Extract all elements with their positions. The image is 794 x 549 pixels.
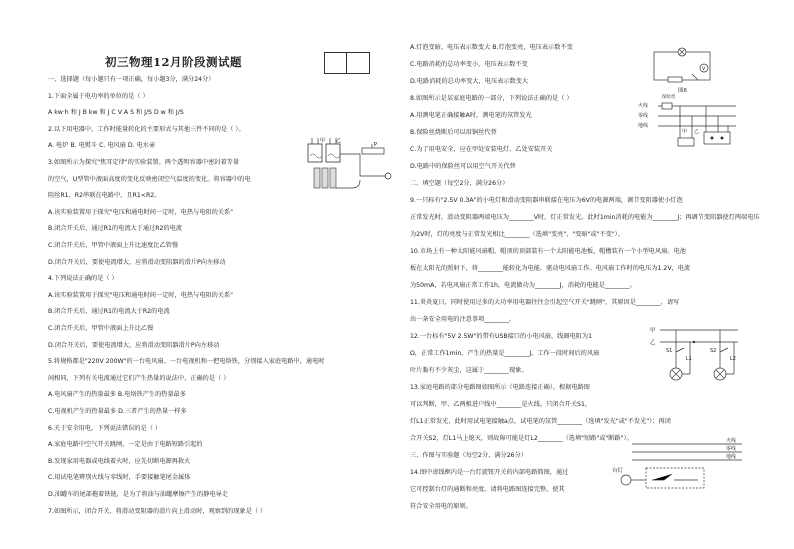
- zero-wire-label: 零线: [638, 113, 649, 119]
- right-line: 14.图中虚线框内是一台灯旋钮开关的内部电路简图，通过: [410, 469, 569, 476]
- left-line: A.家庭电路中空气开关跳闸，一定是由于电路短路引起的: [48, 441, 203, 449]
- left-line: D.闭合开关后，要使电流增大，应将滑动变阻器滑片P向左移动: [48, 341, 220, 349]
- right-line: D.电路中的保险丝可以用空气开关代替: [410, 163, 516, 170]
- left-line: B.发现家用电器或电线着火时，应先切断电源再救火: [48, 457, 191, 465]
- page-title: 初三物理12月阶段测试题: [105, 55, 243, 69]
- left-line: C.闭合开关后，甲管中液面上升比速度比乙管慢: [48, 242, 179, 249]
- right-line: 13.家庭电路的部分电路图如图所示（电路连接正确）。根据电路图: [410, 384, 590, 391]
- wire-jia-label: 甲: [650, 328, 656, 334]
- left-line: C.闭合开关后，甲管中液面上升比乙慢: [48, 325, 154, 332]
- right-line: 出一条安全用电的注意事项________。: [410, 316, 516, 323]
- joule-apparatus-figure: [300, 136, 400, 198]
- lamp-wiring-figure: [612, 436, 752, 496]
- fire-wire-label: 火线: [638, 103, 649, 109]
- score-box: [324, 52, 370, 74]
- left-line: 7.如图所示，闭合开关，将滑动变阻器的滑片向上滑动时，观察到的现象是（ ）: [48, 507, 267, 515]
- left-line: 间相同，下列有关电流通过它们产生热量的说法中，正确的是（ ）: [48, 374, 230, 382]
- right-line: D.电路消耗的总功率变大，电压表示数变大: [410, 78, 529, 85]
- right-line: 它可控制台灯的通断和亮度。请将电路图连接完整，使其: [410, 486, 565, 493]
- left-line: A.电风扇产生的热量最多 B.电烙铁产生的热量最多: [48, 391, 187, 399]
- right-line: 12.一台标有"5V 2.5W"的带有USB接口的小电风扇，线圈电阻为1: [410, 333, 593, 340]
- right-line: 灯L1正常发光，此时用试电笔接触a点，试电笔的氖管________（选填"发光"或"不发光"）；再闭: [410, 418, 671, 425]
- svg-text:乙: 乙: [336, 138, 342, 144]
- left-line: 4.下列说法正确的是（ ）: [48, 275, 118, 283]
- left-line: C.电视机产生的热量最多 D.三者产生的热量一样多: [48, 408, 187, 415]
- lamp-l2-label: L2: [730, 356, 736, 362]
- circuit-figure-13: [650, 322, 742, 386]
- svg-text:P: P: [374, 142, 378, 148]
- left-line: 的空气，U型管中液面高度的变化反映密闭空气温度的变化。将容器中的电: [48, 175, 251, 183]
- left-line: 阻丝R1、R2串联在电路中，且R1<R2。: [48, 192, 161, 200]
- right-line: 为50mA，若电风扇正常工作1h，电流做功为________J，消耗的电能是________。: [410, 282, 636, 289]
- desk-lamp-label: 台灯: [612, 468, 624, 474]
- household-circuit-figure: [638, 95, 740, 150]
- right-line: A.灯泡变暗，电压表示数变大 B.灯泡变亮，电压表示数不变: [410, 44, 573, 51]
- left-line: C.用试电笔辨别火线与零线时，手要接触笔尾金属体: [48, 474, 191, 482]
- right-line: C.为了用电安全，应在甲处安装电灯，乙处安装开关: [410, 146, 553, 153]
- left-line: B.闭合开关后，通过R1的电流大于R2的电流: [48, 308, 170, 316]
- right-line: 9.一只标有"2.5V 0.3A"的小电灯和滑动变阻器串联接在电压为6V的电源两端，调节变阻器使小灯泡: [410, 197, 683, 204]
- svg-text:V: V: [702, 67, 706, 72]
- right-line: B.保险丝烧断后可以用铜丝代替: [410, 129, 497, 136]
- right-line: 为2V时，灯的亮度与正常发光相比________（选填"变亮"、"变暗"或"不变"）。: [410, 231, 624, 238]
- right-line: Ω，正常工作1min，产生的热量是________J。工作一段时间后的风扇: [410, 350, 600, 357]
- right-line: 板在太阳光的照射下，将________能转化为电能，驱动电风扇工作。电风扇工作时的电压为1.2V，电流: [410, 265, 691, 272]
- left-line: A kw·h 和 J B kw 和 J C V A S 和 J/S D w 和 J/S: [48, 109, 184, 117]
- position-yi-label: 乙: [694, 129, 700, 135]
- left-line: 3.如图所示为探究"焦耳定律"的实验装置。两个透明容器中密封着等量: [48, 159, 240, 166]
- ground-line-label: 地线: [726, 454, 737, 460]
- left-line: D.闭合开关后，要使电流增大，应将滑动变阻器的滑片P向左移动: [48, 258, 226, 266]
- ground-wire-label: 地线: [638, 123, 649, 129]
- svg-text:甲: 甲: [320, 138, 326, 144]
- figure-7-caption: 图6: [678, 88, 687, 94]
- switch-s1-label: S1: [666, 348, 673, 354]
- left-line: 1.下面全属于电功率的单位的是（ ）: [48, 92, 149, 100]
- left-line: D.油罐车的尾部拖着铁链，是为了将油与油罐摩擦产生的静电导走: [48, 491, 228, 498]
- right-line: 符合安全用电的原则。: [410, 503, 472, 510]
- lamp-l1-label: L1: [686, 356, 692, 362]
- left-line: 6.关于安全用电，下列说法错误的是（ ）: [48, 424, 162, 432]
- right-line: 可以判断，甲、乙两根进户线中________是火线。只闭合开关S1，: [410, 401, 592, 408]
- score-box-divider: [346, 53, 347, 73]
- left-line: 一、选择题（每小题只有一项正确，每小题3分，满分24分）: [48, 76, 215, 83]
- right-line: 三、作图与实验题（每空2分，满分26分）: [410, 452, 527, 459]
- right-line: 10.市场上有一种太阳能风扇帽，帽顶的顶部装有一个太阳能电池板，帽檐装有一个小型电风扇。电池: [410, 248, 686, 255]
- right-line: 正常发光时，滑动变阻器两端电压为________V时，灯正常发光。此时1min消耗的电能为________J；再调节变阻器使灯两端电压: [410, 214, 760, 221]
- switch-s2-label: S2: [710, 348, 717, 354]
- right-line: 合开关S2，灯L1马上熄灭，则故障可能是灯L2________（选填"短路"或"断路"）。: [410, 435, 633, 442]
- left-line: B.闭合开关后，通过R1的电流大于通过R2的电流: [48, 225, 183, 233]
- right-line: 叶片黏有不少灰尘，这属于________现象。: [410, 367, 528, 374]
- right-line: C.电路消耗的总功率变小，电压表示数不变: [410, 61, 528, 68]
- position-jia-label: 甲: [682, 129, 688, 135]
- left-line: A.该实验装置用于探究"电压和通电时间一定时，电热与电阻的关系": [48, 208, 234, 216]
- fuse-label: 保险丝: [662, 95, 676, 100]
- circuit-figure-7: [648, 44, 716, 92]
- zero-line-label: 零线: [726, 446, 737, 452]
- left-line: A. 电炉 B. 电熨斗 C. 电风扇 D. 电水壶: [48, 142, 156, 150]
- right-line: 二、填空题（每空2分，满分26分）: [410, 180, 509, 187]
- right-line: 11.炎炎夏日，同时使用过多的大功率用电器往往会引起空气开关"跳闸"，其原因是________，请写: [410, 299, 680, 306]
- wire-yi-label: 乙: [650, 340, 656, 346]
- left-line: 5.将规格都是"220V 200W"的一台电风扇、一台电视机和一把电烙铁，分别接入家庭电路中，通电时: [48, 358, 325, 366]
- right-line: A.用测电笔正确接触A时，测电笔的氖管发光: [410, 112, 532, 119]
- right-line: 8.如图所示是某家庭电路的一部分，下列说法正确的是（ ）: [410, 95, 573, 102]
- left-line: 2.以下用电器中，工作时能量转化的主要形式与其他三件不同的是（ ）。: [48, 125, 245, 133]
- left-line: A.该实验装置用于探究"电压和通电时间一定时，电热与电阻的关系": [48, 291, 234, 299]
- fire-line-label: 火线: [726, 438, 737, 444]
